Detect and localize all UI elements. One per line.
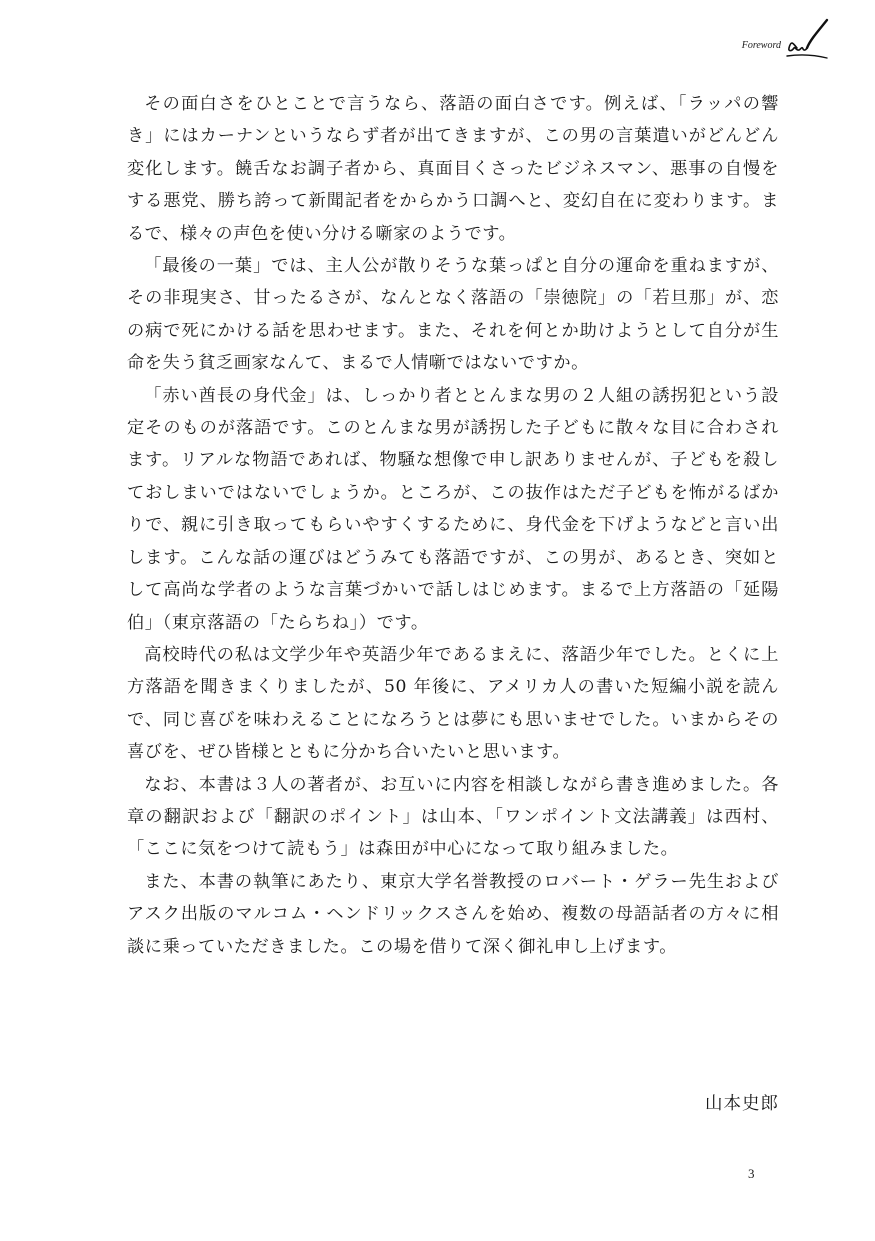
- section-label: Foreword: [741, 40, 781, 51]
- paragraph-2: 「最後の一葉」では、主人公が散りそうな葉っぱと自分の運命を重ねますが、その非現実さ、甘ったるさが、なんとなく落語の「崇徳院」の「若旦那」が、恋の病で死にかける話を思わせます。また、それを何とか助けようとして自分が生命を失う貧乏画家なんて、まるで人情噺ではないですか。: [127, 256, 779, 374]
- foreword-body: [127, 88, 779, 963]
- page-header: [691, 18, 841, 62]
- signature-pen-icon: [783, 18, 841, 62]
- page-number: 3: [748, 1166, 755, 1181]
- paragraph-3: 「赤い酋長の身代金」は、しっかり者ととんまな男の２人組の誘拐犯という設定そのものが落語です。このとんまな男が誘拐した子どもに散々な目に合わされます。リアルな物語であれば、物騒な想像で申し訳ありませんが、子どもを殺しておしまいではないでしょうか。ところが、この抜作はただ子どもを怖がるばかりで、親に引き取ってもらいやすくするために、身代金を下げようなどと言い出します。こんな話の運びはどうみても落語ですが、この男が、あるとき、突如として高尚な学者のような言葉づかいで話しはじめます。まるで上方落語の「延陽伯」（東京落語の「たらちね」）です。: [127, 385, 779, 633]
- paragraph-5: なお、本書は３人の著者が、お互いに内容を相談しながら書き進めました。各章の翻訳および「翻訳のポイント」は山本、「ワンポイント文法講義」は西村、「ここに気をつけて読もう」は森田が中心になって取り組みました。: [127, 774, 779, 860]
- paragraph-4: 高校時代の私は文学少年や英語少年であるまえに、落語少年でした。とくに上方落語を聞きまくりましたが、50 年後に、アメリカ人の書いた短編小説を読んで、同じ喜びを味わえることになろうとは夢にも思いませでした。いまからその喜びを、ぜひ皆様とともに分かち合いたいと思います。: [127, 644, 779, 763]
- paragraph-1: その面白さをひとことで言うなら、落語の面白さです。例えば、「ラッパの響き」にはカーナンというならず者が出てきますが、この男の言葉遣いがどんどん変化します。饒舌なお調子者から、真面目くさったビジネスマン、悪事の自慢をする悪党、勝ち誇って新聞記者をからかう口調へと、変幻自在に変わります。まるで、様々の声色を使い分ける噺家のようです。: [127, 94, 779, 244]
- author-signature: 山本史郎: [705, 1094, 779, 1114]
- paragraph-6: また、本書の執筆にあたり、東京大学名誉教授のロバート・ゲラー先生およびアスク出版のマルコム・ヘンドリックスさんを始め、複数の母語話者の方々に相談に乗っていただきました。この場を借りて深く御礼申し上げます。: [127, 871, 779, 957]
